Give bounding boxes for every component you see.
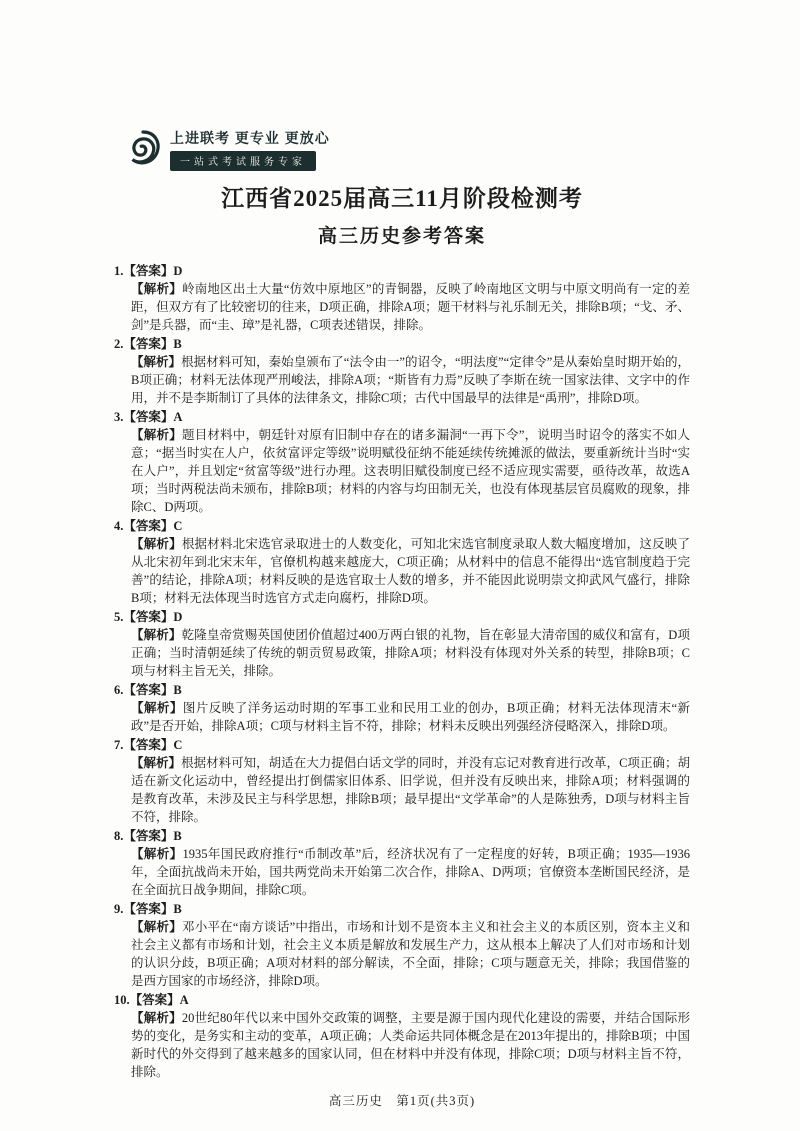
brand-text-block [170,128,330,171]
answer-label: 【答案】 [123,337,174,351]
answer-label: 【答案】 [123,519,174,533]
analysis-label: 【解析】 [131,756,182,770]
page-subtitle: 高三历史参考答案 [317,226,486,247]
item-number: 7. [114,738,124,752]
item-head [114,991,690,1009]
item-head [114,262,690,280]
item-number: 3. [114,410,124,424]
answer-value: C [173,519,183,533]
answer-item-10 [114,991,690,1081]
analysis-label: 【解析】 [131,428,182,442]
answer-item-5 [114,608,690,680]
item-head [114,335,690,353]
item-head [114,517,690,535]
analysis-text: 根据材料可知，胡适在大力提倡白话文学的同时，并没有忘记对教育进行改革，C项正确；胡适在新文化运动中，曾经提出打倒儒家旧体系、旧学说，但并没有反映出来，排除A项；材料强调的是教育改革，未涉及民主与科学思想，排除B项；最早提出“文学革命”的人是陈独秀，D项与材料主旨不符，排除。 [131,756,690,824]
answer-item-7 [114,736,690,826]
item-number: 6. [114,683,124,697]
item-analysis [131,699,690,735]
analysis-text: 岭南地区出土大量“仿效中原地区”的青铜器，反映了岭南地区文明与中原文明尚有一定的差距，但双方有了比较密切的往来，D项正确，排除A项；题干材料与礼乐制无关，排除B项；“戈、矛、剑”是兵器，而“圭、璋”是礼器，C项表述错误，排除。 [131,282,690,332]
document-content [114,180,690,1109]
item-analysis [131,754,690,826]
item-number: 8. [114,829,124,843]
item-analysis [131,1009,690,1081]
brand-logo [122,128,330,171]
analysis-text: 题目材料中，朝廷针对原有旧制中存在的诸多漏洞“一再下令”，说明当时诏令的落实不如人意；“据当时实在人户，依贫富评定等级”说明赋役征纳不能延续传统摊派的做法，要重新统计当时“实在人户”，并且划定“贫富等级”进行办理。这表明旧赋役制度已经不适应现实需要，亟待改革，故选A项；当时两税法尚未颁布，排除B项；材料的内容与均田制无关，也没有体现基层官员腐败的现象，排除C、D两项。 [131,428,690,514]
item-number: 5. [114,610,124,624]
item-head [114,608,690,626]
answer-value: D [173,610,183,624]
item-number: 1. [114,264,124,278]
answer-label: 【答案】 [123,829,174,843]
item-head [114,736,690,754]
answer-item-6 [114,681,690,735]
analysis-label: 【解析】 [131,920,182,934]
analysis-text: 根据材料北宋选官录取进士的人数变化，可知北宋选官制度录取人数大幅度增加，这反映了从北宋初年到北宋末年，官僚机构越来越庞大，C项正确；从材料中的信息不能得出“选官制度趋于完善”的结论，排除A项；材料反映的是选官取士人数的增多，并不能因此说明崇文抑武风气盛行，排除B项；材料无法体现当时选官方式走向腐朽，排除D项。 [131,537,690,605]
analysis-label: 【解析】 [131,282,182,296]
answer-value: B [173,829,182,843]
answer-label: 【答案】 [123,902,174,916]
answer-label: 【答案】 [123,738,174,752]
answer-value: B [173,683,182,697]
brand-tagline-badge: 一站式考试服务专家 [170,151,316,171]
answer-label: 【答案】 [123,683,174,697]
answer-item-4 [114,517,690,607]
analysis-text: 邓小平在“南方谈话”中指出，市场和计划不是资本主义和社会主义的本质区别，资本主义和社会主义都有市场和计划，社会主义本质是解放和发展生产力，这从根本上解决了人们对市场和计划的认识分歧，B项正确；A项对材料的部分解读，不全面，排除；C项与题意无关，排除；我国借鉴的是西方国家的市场经济，排除D项。 [131,920,690,988]
answer-item-1 [114,262,690,334]
swirl-logo-icon [122,129,162,171]
answer-value: B [173,337,182,351]
answer-label: 【答案】 [129,993,180,1007]
page-title: 江西省2025届高三11月阶段检测考 [221,186,583,211]
answer-item-8 [114,827,690,899]
analysis-text: 图片反映了洋务运动时期的军事工业和民用工业的创办，B项正确；材料无法体现清末“新政”是否开始，排除A项；C项与材料主旨不符，排除；材料未反映出列强经济侵略深入，排除D项。 [131,701,690,733]
item-analysis [131,626,690,680]
item-analysis [131,353,690,407]
analysis-label: 【解析】 [131,355,182,369]
answer-item-2 [114,335,690,407]
item-analysis [131,918,690,990]
answer-value: D [173,264,183,278]
item-analysis [131,845,690,899]
answer-label: 【答案】 [123,264,174,278]
analysis-label: 【解析】 [131,628,182,642]
analysis-text: 20世纪80年代以来中国外交政策的调整，主要是源于国内现代化建设的需要，并结合国际形势的变化，是务实和主动的变革，A项正确；人类命运共同体概念是在2013年提出的，排除B项；中国新时代的外交得到了越来越多的国家认同，但在材料中并没有体现，排除C项；D项与材料主旨不符，排除。 [131,1011,690,1079]
item-number: 9. [114,902,124,916]
brand-slogan: 上进联考 更专业 更放心 [170,130,330,146]
analysis-label: 【解析】 [131,1011,182,1025]
analysis-text: 根据材料可知，秦始皇颁布了“法令由一”的诏令，“明法度”“定律令”是从秦始皇时期开始的，B项正确；材料无法体现严刑峻法，排除A项；“斯皆有力焉”反映了李斯在统一国家法律、文字中的作用，并不是李斯制订了具体的法律条文，排除C项；古代中国最早的法律是“禹刑”，排除D项。 [131,355,690,405]
analysis-label: 【解析】 [131,847,183,861]
item-number: 2. [114,337,124,351]
answer-label: 【答案】 [123,610,174,624]
item-number: 4. [114,519,124,533]
item-analysis [131,535,690,607]
answer-value: A [179,993,189,1007]
analysis-text: 乾隆皇帝赏赐英国使团价值超过400万两白银的礼物，旨在彰显大清帝国的威仪和富有，D项正确；当时清朝延续了传统的朝贡贸易政策，排除A项；材料没有体现对外关系的转型，排除B项；C项与材料主旨无关，排除。 [131,628,690,678]
answer-value: B [173,902,182,916]
item-head [114,681,690,699]
analysis-text: 1935年国民政府推行“币制改革”后，经济状况有了一定程度的好转，B项正确；1935—1936年，全面抗战尚未开始，国共两党尚未开始第二次合作，排除A、D两项；官僚资本垄断国民经济，是在全面抗日战争期间，排除C项。 [131,847,690,897]
analysis-label: 【解析】 [131,537,182,551]
page-footer: 高三历史 第1页(共3页) [328,1094,476,1108]
answer-value: C [173,738,183,752]
item-analysis [131,426,690,516]
item-head [114,408,690,426]
item-number: 10. [114,993,130,1007]
item-head [114,900,690,918]
analysis-label: 【解析】 [131,701,183,715]
answer-item-9 [114,900,690,990]
item-analysis [131,280,690,334]
answer-label: 【答案】 [123,410,174,424]
item-head [114,827,690,845]
answer-value: A [173,410,183,424]
answer-item-3 [114,408,690,516]
